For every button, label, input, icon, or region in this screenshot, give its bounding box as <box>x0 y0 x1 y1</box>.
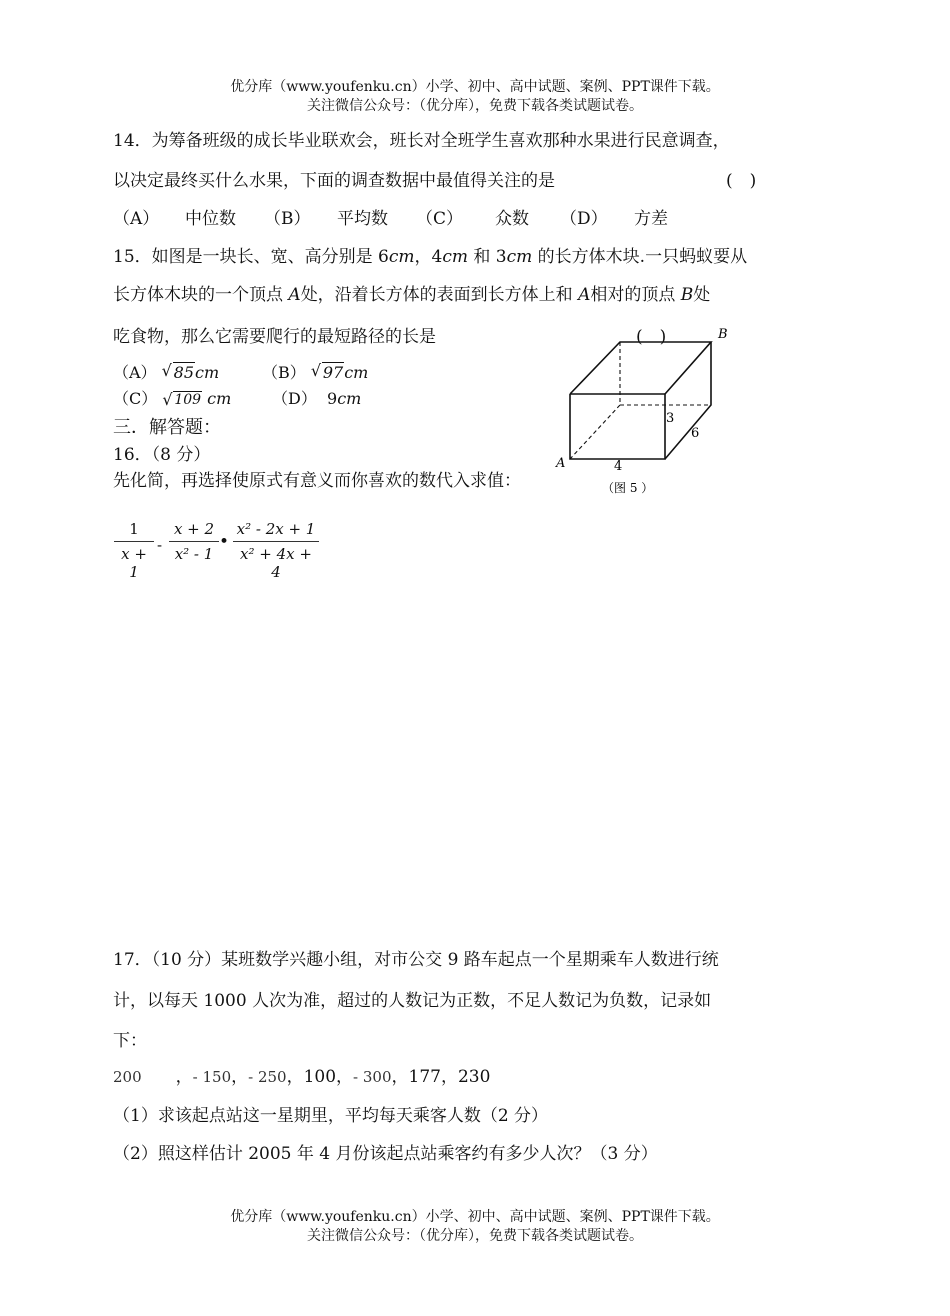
data-sep-4: ，177，230 <box>391 1067 491 1087</box>
data-sep-2: ， <box>231 1067 249 1087</box>
multiply-dot: • <box>219 532 230 552</box>
unit-cm-opt-a: cm <box>195 363 220 382</box>
unit-cm-3: cm <box>506 247 533 267</box>
cuboid-front-face <box>570 394 665 459</box>
q14-option-c-label: （C） <box>416 209 464 229</box>
vertex-b-label: B <box>718 327 728 342</box>
q15-line-2-part-a: 长方体木块的一个顶点 <box>113 285 283 305</box>
q16-number: 16．（8 分） <box>113 445 211 465</box>
fraction-3-denominator: x² + 4x + 4 <box>233 541 319 581</box>
q15-option-d-label: （D） <box>272 389 317 408</box>
cuboid-right-face <box>665 342 711 459</box>
unit-cm-1: cm <box>388 247 415 267</box>
q15-line-2 <box>113 280 710 305</box>
fraction-1 <box>114 520 154 581</box>
q15-option-c-label: （C） <box>113 389 158 408</box>
footer-line-2: 关注微信公众号：（优分库），免费下载各类试题试卷。 <box>307 1228 643 1244</box>
sqrt-97: √ 97 <box>310 361 344 382</box>
q17-line-2: 计，以每天 1000 人次为准，超过的人数记为正数，不足人数记为负数，记录如 <box>113 991 712 1011</box>
fraction-2-denominator: x² - 1 <box>169 541 219 563</box>
q14-option-a-text: 中位数 <box>185 209 236 229</box>
unit-cm-2: cm <box>442 247 468 267</box>
q14-option-b-label: （B） <box>264 209 311 229</box>
fraction-1-numerator: 1 <box>129 520 139 538</box>
var-a-2: A <box>578 285 591 305</box>
edge-width-label: 6 <box>691 426 700 441</box>
q15-line-2-part-c: 相对的顶点 <box>590 285 676 305</box>
sqrt-109: √ 109 <box>162 390 202 409</box>
q15-option-d-value: 9 <box>327 389 338 408</box>
q15-option-d <box>272 386 361 409</box>
q14-option-d-label: （D） <box>560 209 608 229</box>
q15-line-2-part-d: 处 <box>693 285 711 305</box>
cuboid-figure <box>548 322 748 502</box>
cuboid-top-face <box>570 342 711 394</box>
q14-line-2: 以决定最终买什么水果，下面的调查数据中最值得关注的是 <box>113 171 555 191</box>
q15-option-c <box>113 386 231 409</box>
q14-option-c-text: 众数 <box>495 209 529 229</box>
q17-subquestion-1: （1）求该起点站这一星期里，平均每天乘客人数（2 分） <box>113 1106 549 1126</box>
figure-caption: （图 5 ） <box>602 481 654 495</box>
q15-line-3: 吃食物，那么它需要爬行的最短路径的长是 <box>113 327 436 347</box>
data-value-2: - 150 <box>192 1068 232 1086</box>
q14-option-a-label: （A） <box>113 209 160 229</box>
q14-answer-bracket: ( ) <box>726 171 757 191</box>
q15-line-1-part-a: 15．如图是一块长、宽、高分别是 6 <box>113 247 389 267</box>
unit-cm-opt-b: cm <box>344 363 369 382</box>
q15-option-b <box>262 360 368 383</box>
fraction-2 <box>169 520 219 563</box>
header-line-2: 关注微信公众号：（优分库），免费下载各类试题试卷。 <box>307 98 643 114</box>
section-3-title: 三．解答题： <box>113 417 221 438</box>
data-sep-3: ，100， <box>286 1067 354 1087</box>
vertex-a-label: A <box>556 456 566 471</box>
radicand-97: 97 <box>322 363 344 382</box>
data-value-1: 200 <box>113 1068 142 1086</box>
fraction-3 <box>233 520 319 581</box>
var-b: B <box>680 285 694 305</box>
q15-option-a <box>113 360 219 383</box>
q15-line-1-part-b: ，4 <box>414 247 443 267</box>
footer-line-1: 优分库（www.youfenku.cn）小学、初中、高中试题、案例、PPT课件下载。 <box>230 1209 720 1225</box>
q14-option-b-text: 平均数 <box>337 209 388 229</box>
unit-cm-opt-d: cm <box>337 389 362 408</box>
radicand-109: 109 <box>174 392 202 408</box>
q17-data-line <box>113 1062 490 1087</box>
q15-line-1-part-d: 的长方体木块.一只蚂蚁要从 <box>532 247 748 267</box>
data-value-4: - 300 <box>353 1068 392 1086</box>
fraction-3-numerator: x² - 2x + 1 <box>236 520 316 538</box>
q15-line-1 <box>113 242 747 267</box>
q17-subquestion-2: （2）照这样估计 2005 年 4 月份该起点站乘客约有多少人次？（3 分） <box>113 1144 658 1164</box>
q15-option-a-label: （A） <box>113 363 157 382</box>
q16-instruction: 先化简，再选择使原式有意义而你喜欢的数代入求值： <box>113 471 521 491</box>
data-value-3: - 250 <box>248 1068 287 1086</box>
q14-line-1: 14．为筹备班级的成长毕业联欢会，班长对全班学生喜欢那种水果进行民意调查， <box>113 131 730 151</box>
q15-line-2-part-b: 处，沿着长方体的表面到长方体上和 <box>300 285 573 305</box>
q15-answer-bracket: ( ) <box>636 327 667 347</box>
q15-option-b-label: （B） <box>262 363 306 382</box>
edge-length-label: 4 <box>614 459 623 474</box>
edge-height-label: 3 <box>666 411 675 426</box>
q17-line-1: 17．（10 分）某班数学兴趣小组，对市公交 9 路车起点一个星期乘车人数进行统 <box>113 950 719 970</box>
var-a: A <box>288 285 301 305</box>
q17-line-3: 下： <box>113 1031 147 1051</box>
fraction-1-denominator: x + 1 <box>114 541 154 581</box>
q14-option-d-text: 方差 <box>634 209 668 229</box>
data-sep-1: ， <box>175 1067 193 1087</box>
minus-sign: - <box>157 536 163 554</box>
radicand-85: 85 <box>173 363 195 382</box>
q15-line-1-part-c: 和 3 <box>468 247 507 267</box>
fraction-2-numerator: x + 2 <box>173 520 215 538</box>
header-line-1: 优分库（www.youfenku.cn）小学、初中、高中试题、案例、PPT课件下载。 <box>230 79 720 95</box>
sqrt-85: √ 85 <box>161 361 195 382</box>
unit-cm-opt-c: cm <box>207 389 232 408</box>
cuboid-hidden-edges <box>570 342 711 459</box>
